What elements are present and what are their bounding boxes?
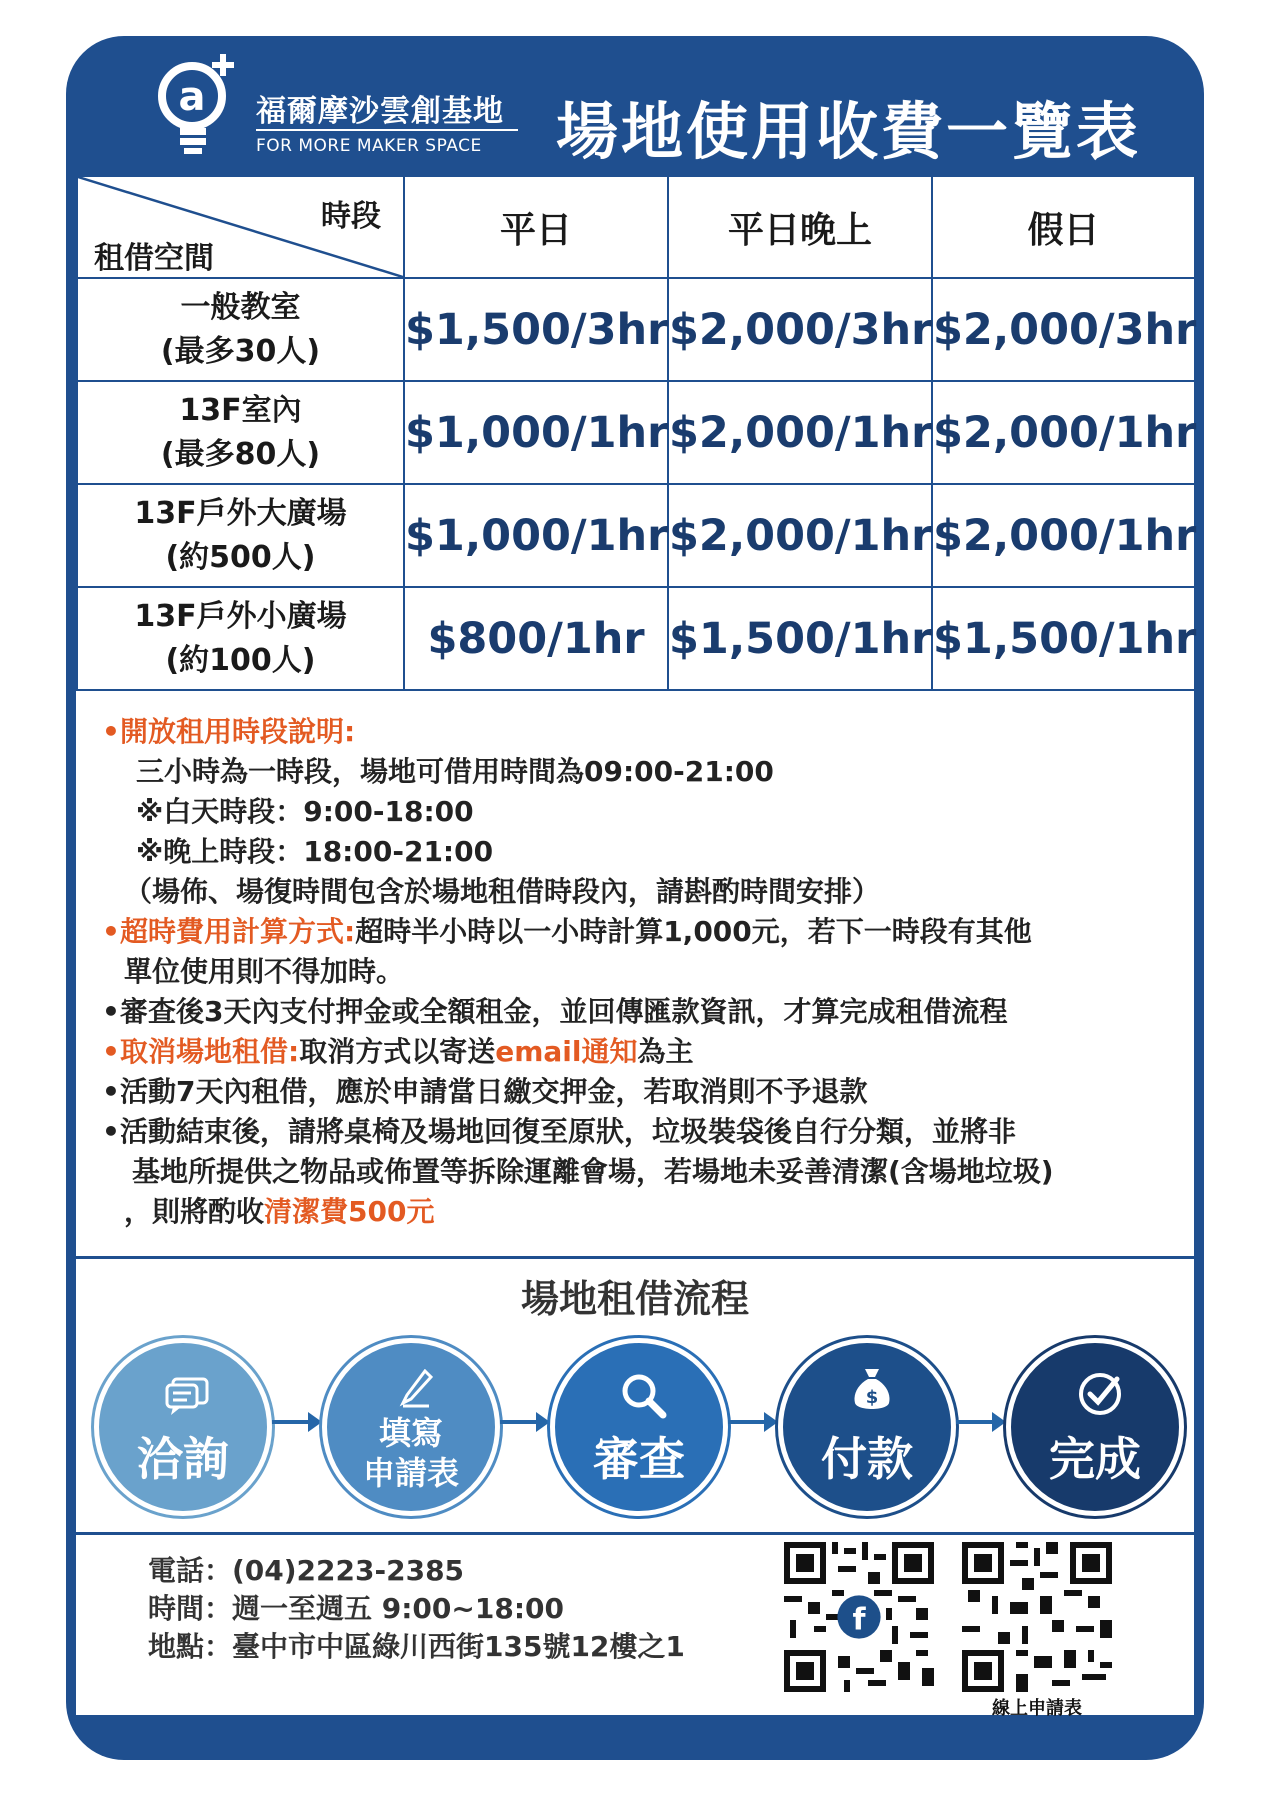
price-cell: $800/1hr	[404, 587, 668, 690]
logo-divider	[256, 129, 518, 131]
price-cell: $2,000/1hr	[932, 381, 1195, 484]
step-complete	[1006, 1338, 1184, 1516]
price-cell: $2,000/1hr	[668, 381, 932, 484]
table-header-row	[77, 176, 1195, 278]
check-circle-icon	[1077, 1371, 1123, 1417]
logo-english-name: FOR MORE MAKER SPACE	[256, 136, 482, 156]
step-payment	[778, 1338, 956, 1516]
note-heading-open-hours: •開放租用時段說明:	[102, 715, 356, 748]
space-name: 13F戶外小廣場	[134, 598, 347, 634]
note-after-event: •活動結束後，請將桌椅及場地回復至原狀，垃圾裝袋後自行分類，並將非	[102, 1115, 1017, 1148]
column-header-weekday-evening: 平日晚上	[668, 176, 932, 278]
space-cell	[77, 587, 404, 690]
svg-text:f: f	[852, 1602, 866, 1638]
contact-phone: 電話：(04)2223-2385	[148, 1554, 465, 1587]
svg-text:a: a	[178, 74, 206, 120]
chat-icon	[163, 1375, 211, 1419]
pencil-icon	[399, 1369, 433, 1409]
qr-label: 線上申請表	[992, 1698, 1082, 1719]
note-text: 三小時為一時段，場地可借用時間為09:00-21:00	[136, 755, 774, 788]
note-overtime: •超時費用計算方式:超時半小時以一小時計算1,000元，若下一時段有其他	[102, 915, 1032, 948]
divider	[76, 1532, 1194, 1535]
step-apply-form	[322, 1338, 500, 1516]
price-table	[76, 175, 1196, 691]
space-capacity: (約500人)	[165, 539, 316, 575]
step-label: 審查	[593, 1432, 685, 1486]
space-capacity: (最多80人)	[160, 436, 321, 472]
space-cell	[77, 278, 404, 381]
logo	[158, 50, 518, 165]
step-review	[550, 1338, 728, 1516]
rules-notes	[102, 712, 1182, 1232]
facebook-qr-code[interactable]	[784, 1542, 934, 1692]
price-cell: $1,500/3hr	[404, 278, 668, 381]
step-label: 填寫 申請表	[362, 1414, 459, 1492]
space-name: 一般教室	[180, 289, 301, 325]
note-cancel: •取消場地租借:取消方式以寄送email通知為主	[102, 1035, 694, 1068]
price-cell: $1,000/1hr	[404, 484, 668, 587]
contact-address: 地點：臺中市中區綠川西街135號12樓之1	[148, 1630, 685, 1663]
flow-title: 場地租借流程	[520, 1277, 749, 1321]
step-label: 完成	[1049, 1432, 1141, 1486]
space-cell	[77, 484, 404, 587]
corner-label-space: 租借空間	[94, 241, 214, 276]
price-cell: $1,000/1hr	[404, 381, 668, 484]
logo-chinese-name: 福爾摩沙雲創基地	[256, 94, 504, 129]
space-capacity: (約100人)	[165, 642, 316, 678]
price-cell: $1,500/1hr	[668, 587, 932, 690]
arrow-icon	[272, 1420, 312, 1424]
contact-hours: 時間：週一至週五 9:00~18:00	[148, 1592, 564, 1625]
table-row	[77, 381, 1195, 484]
note-text: ，則將酌收清潔費500元	[124, 1195, 435, 1228]
note-within-7-days: •活動7天內租借，應於申請當日繳交押金，若取消則不予退款	[102, 1075, 868, 1108]
note-text: 基地所提供之物品或佈置等拆除運離會場，若場地未妥善清潔(含場地垃圾)	[132, 1155, 1054, 1188]
space-cell	[77, 381, 404, 484]
divider	[76, 1256, 1194, 1259]
note-text: 單位使用則不得加時。	[124, 955, 405, 988]
price-cell: $2,000/3hr	[668, 278, 932, 381]
column-header-holiday: 假日	[932, 176, 1195, 278]
price-cell: $1,500/1hr	[932, 587, 1195, 690]
money-bag-icon	[853, 1367, 891, 1413]
magnifier-icon	[619, 1371, 667, 1419]
logo-at-bulb-icon	[158, 54, 236, 159]
arrow-icon	[728, 1420, 768, 1424]
arrow-icon	[500, 1420, 540, 1424]
space-capacity: (最多30人)	[160, 333, 321, 369]
space-name: 13F戶外大廣場	[134, 495, 347, 531]
arrow-icon	[956, 1420, 996, 1424]
contact-info	[148, 1552, 685, 1666]
corner-cell	[77, 176, 404, 278]
step-inquiry	[94, 1338, 272, 1516]
corner-label-time: 時段	[321, 199, 381, 234]
space-name: 13F室內	[179, 392, 302, 428]
svg-text:$: $	[865, 1387, 879, 1408]
note-review: •審查後3天內支付押金或全額租金，並回傳匯款資訊，才算完成租借流程	[102, 995, 1008, 1028]
price-cell: $2,000/1hr	[932, 484, 1195, 587]
column-header-weekday: 平日	[404, 176, 668, 278]
table-row	[77, 587, 1195, 690]
note-text: ※白天時段：9:00-18:00	[136, 795, 474, 828]
table-row	[77, 484, 1195, 587]
price-cell: $2,000/3hr	[932, 278, 1195, 381]
application-form-qr-code[interactable]	[962, 1542, 1112, 1692]
table-row	[77, 278, 1195, 381]
step-label: 付款	[821, 1432, 913, 1486]
page-title: 場地使用收費一覽表	[556, 95, 1142, 168]
note-text: （場佈、場復時間包含於場地租借時段內，請斟酌時間安排）	[124, 875, 881, 908]
step-label: 洽詢	[137, 1432, 229, 1486]
price-cell: $2,000/1hr	[668, 484, 932, 587]
note-text: ※晚上時段：18:00-21:00	[136, 835, 494, 868]
